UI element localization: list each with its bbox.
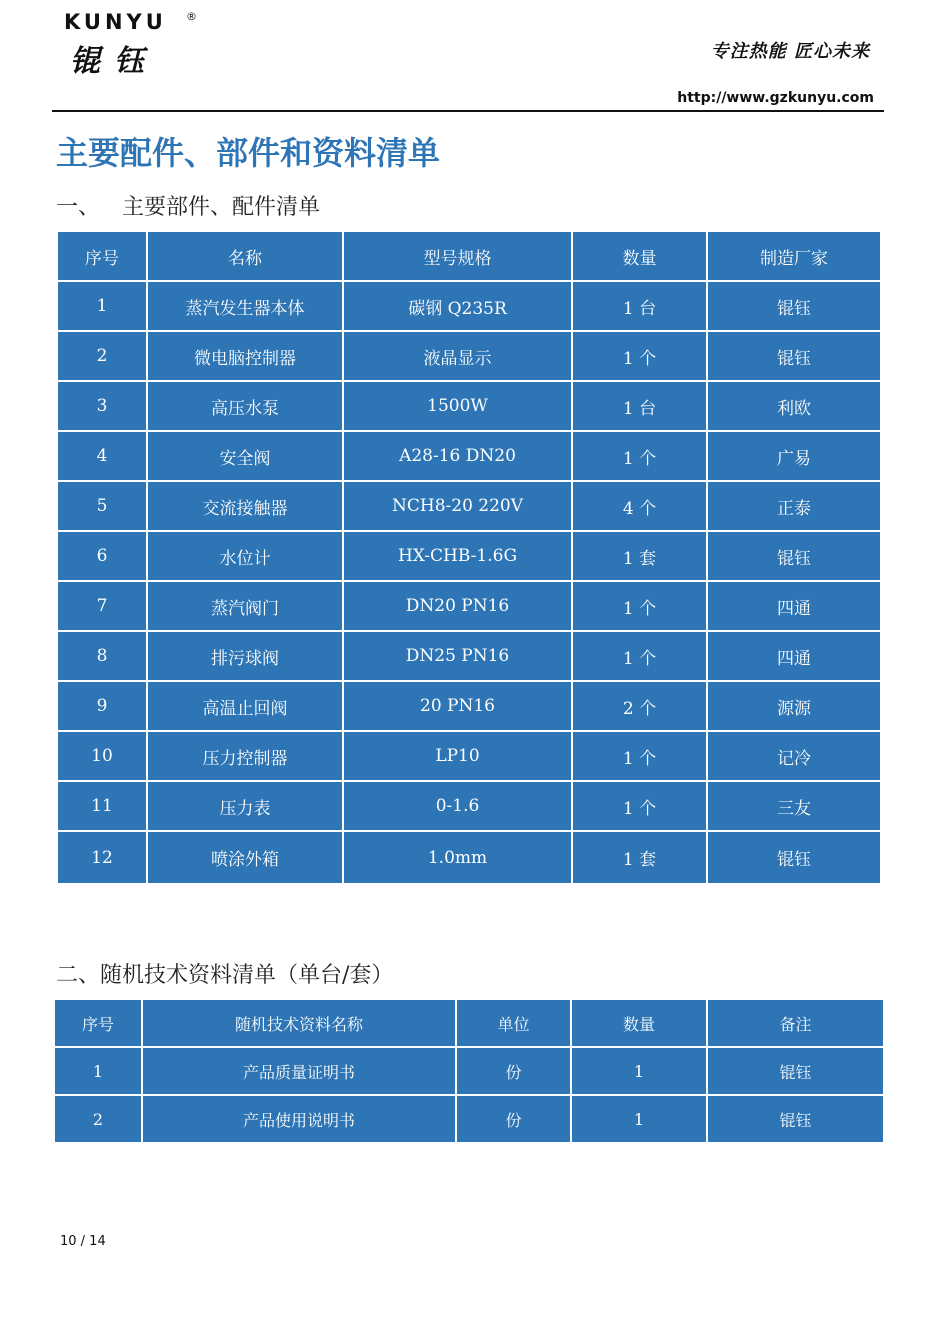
company-logo <box>64 10 214 79</box>
table-row <box>57 381 881 431</box>
table-cell: 1 个 <box>572 631 707 681</box>
table-cell: 1 <box>54 1047 142 1095</box>
table-cell: 交流接触器 <box>147 481 343 531</box>
table-cell: 排污球阀 <box>147 631 343 681</box>
table-cell: 0-1.6 <box>343 781 572 831</box>
table-cell: 锟钰 <box>707 1047 884 1095</box>
table-cell: 蒸汽发生器本体 <box>147 281 343 331</box>
header-url: http://www.gzkunyu.com <box>677 90 874 106</box>
table-cell: 4 <box>57 431 147 481</box>
table-cell: 产品质量证明书 <box>142 1047 456 1095</box>
table-cell: 1500W <box>343 381 572 431</box>
table-cell: 份 <box>456 1095 571 1143</box>
table-cell: 蒸汽阀门 <box>147 581 343 631</box>
table-cell: 安全阀 <box>147 431 343 481</box>
header-cell: 序号 <box>54 999 142 1047</box>
table-cell: 1 个 <box>572 581 707 631</box>
table-cell: 4 个 <box>572 481 707 531</box>
table-cell: 三友 <box>707 781 881 831</box>
table-cell: 5 <box>57 481 147 531</box>
table-cell: 1 <box>571 1047 707 1095</box>
table-cell: 9 <box>57 681 147 731</box>
page-title: 主要配件、部件和资料清单 <box>56 134 441 172</box>
table-cell: 份 <box>456 1047 571 1095</box>
table-cell: 高压水泵 <box>147 381 343 431</box>
header-cell: 名称 <box>147 231 343 281</box>
header-cell: 数量 <box>572 231 707 281</box>
table-cell: 1 <box>57 281 147 331</box>
logo-chinese-text: 锟钰 <box>70 44 158 79</box>
table-cell: 锟钰 <box>707 331 881 381</box>
header-cell: 单位 <box>456 999 571 1047</box>
table-row <box>57 431 881 481</box>
table-cell: 正泰 <box>707 481 881 531</box>
table-cell: 液晶显示 <box>343 331 572 381</box>
table-cell: 锟钰 <box>707 831 881 884</box>
table-cell: 水位计 <box>147 531 343 581</box>
table-cell: 压力表 <box>147 781 343 831</box>
table-row <box>57 631 881 681</box>
table-cell: 锟钰 <box>707 531 881 581</box>
table-cell: 压力控制器 <box>147 731 343 781</box>
page-number: 10 / 14 <box>60 1234 106 1249</box>
parts-table <box>56 230 882 885</box>
logo-latin-text: KUNYU <box>64 10 167 34</box>
table-row <box>57 531 881 581</box>
table-cell: 产品使用说明书 <box>142 1095 456 1143</box>
header-slogan: 专注热能 匠心未来 <box>710 41 870 62</box>
table-row <box>57 781 881 831</box>
table-cell: 1 个 <box>572 781 707 831</box>
table-row <box>54 1047 884 1095</box>
table-cell: 12 <box>57 831 147 884</box>
registered-mark: ® <box>186 10 197 23</box>
table-cell: 四通 <box>707 581 881 631</box>
parts-table-header-row <box>57 231 881 281</box>
header-cell: 制造厂家 <box>707 231 881 281</box>
table-cell: A28-16 DN20 <box>343 431 572 481</box>
table-cell: 锟钰 <box>707 1095 884 1143</box>
section1-heading <box>56 190 320 221</box>
header-cell: 型号规格 <box>343 231 572 281</box>
table-cell: 四通 <box>707 631 881 681</box>
table-cell: 1 台 <box>572 381 707 431</box>
table-cell: 记冷 <box>707 731 881 781</box>
table-cell: 1 <box>571 1095 707 1143</box>
header-cell: 备注 <box>707 999 884 1047</box>
table-row <box>57 731 881 781</box>
table-row <box>57 281 881 331</box>
table-row <box>57 481 881 531</box>
table-cell: 2 个 <box>572 681 707 731</box>
table-cell: 1.0mm <box>343 831 572 884</box>
table-cell: LP10 <box>343 731 572 781</box>
documents-table <box>53 998 885 1144</box>
table-cell: 10 <box>57 731 147 781</box>
table-cell: 广易 <box>707 431 881 481</box>
table-row <box>57 681 881 731</box>
header-cell: 序号 <box>57 231 147 281</box>
table-row <box>57 581 881 631</box>
section1-title: 主要部件、配件清单 <box>122 195 321 220</box>
table-cell: DN25 PN16 <box>343 631 572 681</box>
header-divider <box>52 110 884 112</box>
table-cell: HX-CHB-1.6G <box>343 531 572 581</box>
table-cell: 源源 <box>707 681 881 731</box>
table-cell: 锟钰 <box>707 281 881 331</box>
table-cell: NCH8-20 220V <box>343 481 572 531</box>
table-cell: 1 个 <box>572 431 707 481</box>
table-cell: 20 PN16 <box>343 681 572 731</box>
table-cell: 高温止回阀 <box>147 681 343 731</box>
table-cell: 11 <box>57 781 147 831</box>
table-cell: 1 台 <box>572 281 707 331</box>
table-row <box>57 331 881 381</box>
table-cell: 2 <box>54 1095 142 1143</box>
section1-number: 一、 <box>56 195 101 220</box>
table-cell: 3 <box>57 381 147 431</box>
section2-heading: 二、随机技术资料清单（单台/套） <box>56 963 394 988</box>
table-cell: 碳钢 Q235R <box>343 281 572 331</box>
header-cell: 数量 <box>571 999 707 1047</box>
table-cell: 2 <box>57 331 147 381</box>
table-cell: 1 个 <box>572 331 707 381</box>
table-cell: DN20 PN16 <box>343 581 572 631</box>
header-cell: 随机技术资料名称 <box>142 999 456 1047</box>
table-row <box>57 831 881 884</box>
table-cell: 1 套 <box>572 531 707 581</box>
table-cell: 喷涂外箱 <box>147 831 343 884</box>
table-cell: 1 个 <box>572 731 707 781</box>
table-cell: 1 套 <box>572 831 707 884</box>
table-row <box>54 1095 884 1143</box>
table-cell: 8 <box>57 631 147 681</box>
table-cell: 利欧 <box>707 381 881 431</box>
documents-table-header-row <box>54 999 884 1047</box>
table-cell: 微电脑控制器 <box>147 331 343 381</box>
table-cell: 7 <box>57 581 147 631</box>
table-cell: 6 <box>57 531 147 581</box>
